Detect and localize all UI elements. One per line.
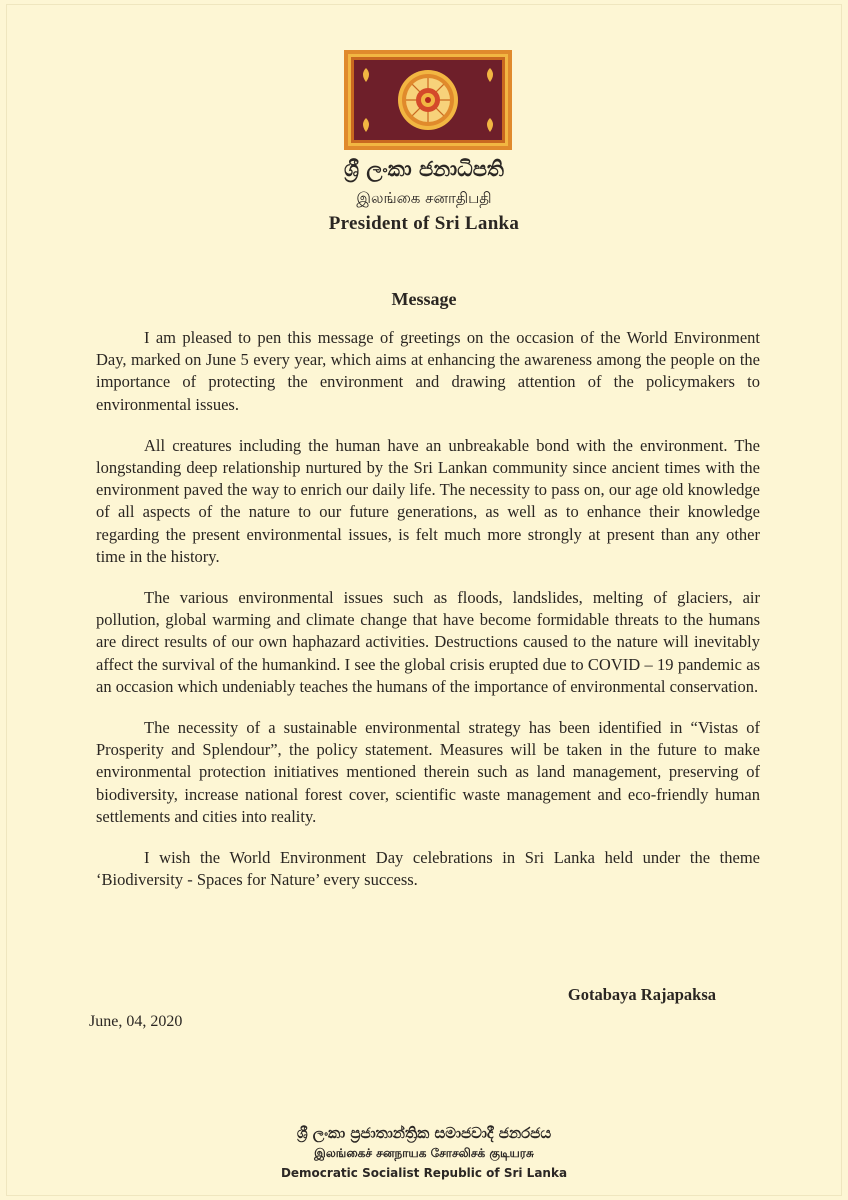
signatory-name: Gotabaya Rajapaksa xyxy=(567,985,716,1004)
message-paragraph: The necessity of a sustainable environmental strategy has been identified in “Vistas of Prosperity and Splendour”, the policy statement. Measures will be taken in the future to make environmental protection initiatives mentioned therein such as land management, preserving of biodiversity, increase national forest cover, scientific waste management and eco-friendly human settlements and cities into reality. xyxy=(96,718,760,826)
message-date: June, 04, 2020 xyxy=(89,1013,183,1030)
letterhead-title-tamil: இலங்கை சனாதிபதி xyxy=(356,189,492,207)
letterhead-title-english: President of Sri Lanka xyxy=(328,213,520,234)
footer-sinhala: ශ්‍රී ලංකා ප්‍රජාතාන්ත්‍රික සමාජවාදී ජනරජය xyxy=(296,1124,552,1142)
message-paragraph: All creatures including the human have an unbreakable bond with the environment. The longstanding deep relationship nurtured by the Sri Lankan community since ancient times with the environment paved the way to enrich our daily life. The necessity to pass on, our age old knowledge of all aspects of the nature to our future generations, as well as to enhance their knowledge regarding the present environmental issues, is felt much more strongly at present than any other time in the history. xyxy=(96,435,760,566)
presidential-flag-emblem-icon xyxy=(344,50,512,150)
letterhead-title-sinhala: ශ්‍රී ලංකා ජනාධිපති xyxy=(344,157,504,181)
message-paragraph: I am pleased to pen this message of greetings on the occasion of the World Environment Day, marked on June 5 every year, which aims at enhancing the awareness among the people on the importance of protecting the environment and drawing attention of the policymakers to environmental issues. xyxy=(96,328,760,414)
message-paragraph: I wish the World Environment Day celebrations in Sri Lanka held under the theme ‘Biodiversity - Spaces for Nature’ every success. xyxy=(96,848,760,890)
footer-english: Democratic Socialist Republic of Sri Lanka xyxy=(280,1166,568,1180)
document-title: Message xyxy=(391,289,457,309)
message-body xyxy=(96,327,760,910)
message-paragraph: The various environmental issues such as floods, landslides, melting of glaciers, air pollution, global warming and climate change that have become formidable threats to the humans are direct results of our own haphazard activities. Destructions caused to the nature will inevitably affect the survival of the humankind. I see the global crisis erupted due to COVID – 19 pandemic as an occasion which undeniably teaches the humans of the importance of environmental conservation. xyxy=(96,588,760,696)
footer-tamil: இலங்கைச் சனநாயக சோசலிசக் குடியரசு xyxy=(314,1146,534,1160)
